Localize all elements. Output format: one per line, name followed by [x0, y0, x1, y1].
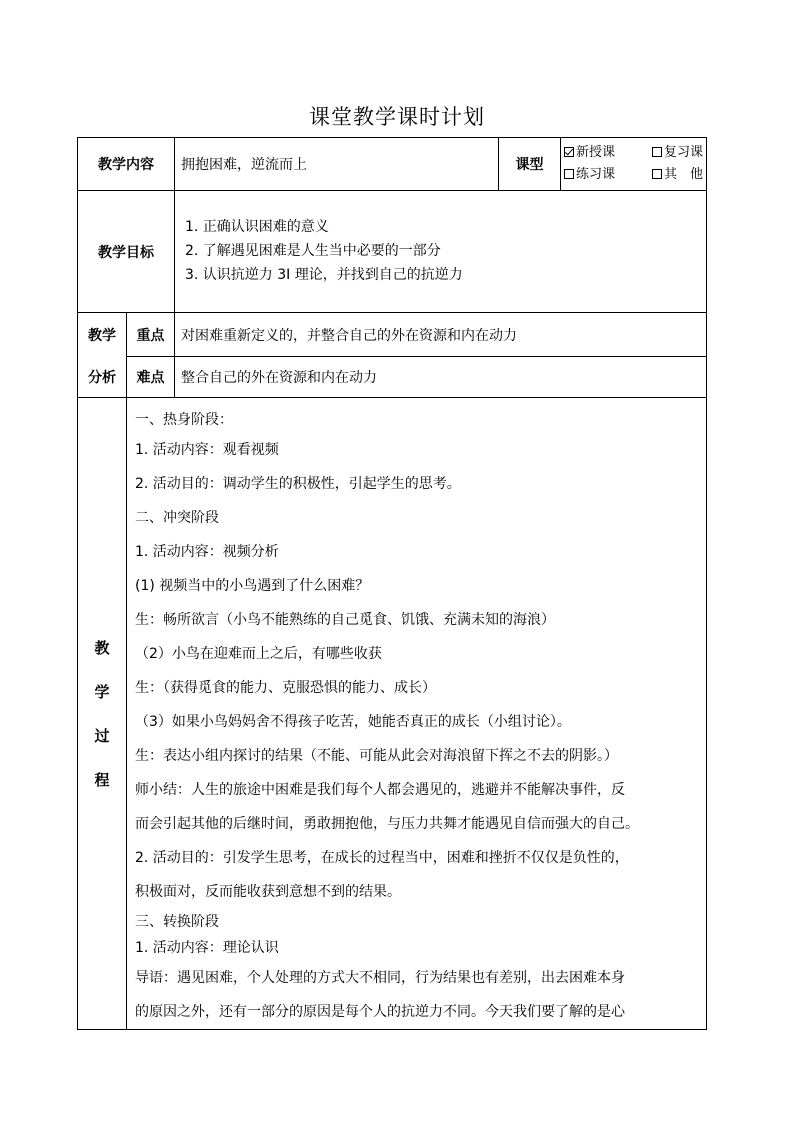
checkbox-icon[interactable] [564, 169, 574, 179]
process-line: 的原因之外，还有一部分的原因是每个人的抗逆力不同。今天我们要了解的是心 [135, 1004, 625, 1020]
analysis-difficulty-row [78, 357, 707, 398]
process-line: 而会引起其他的后继时间，勇敢拥抱他，与压力共舞才能遇见自信而强大的自己。 [135, 816, 639, 832]
process-row [78, 398, 707, 1030]
page-title: 课堂教学课时计划 [309, 105, 485, 129]
process-line: 生：表达小组内探讨的结果（不能、可能从此会对海浪留下挥之不去的阴影。） [135, 748, 618, 764]
analysis-label-bottom: 分析 [78, 357, 127, 398]
process-line: 2. 活动目的：调动学生的积极性，引起学生的思考。 [135, 476, 461, 492]
type-label: 课型 [499, 138, 561, 191]
content-row [78, 138, 707, 191]
analysis-label-top: 教学 [78, 313, 127, 357]
type-option-practice[interactable]: 练习课 [564, 164, 615, 186]
process-line: (1) 视频当中的小鸟遇到了什么困难？ [135, 578, 370, 594]
content-value: 拥抱困难，逆流而上 [175, 138, 499, 191]
type-option-other[interactable]: 其 他 [652, 164, 703, 186]
process-line: 三、转换阶段 [135, 914, 219, 930]
process-content [127, 398, 707, 1030]
process-line: 生：（获得觅食的能力、克服恐惧的能力、成长） [135, 680, 436, 696]
process-line: 2. 活动目的：引发学生思考，在成长的过程当中，困难和挫折不仅仅是负性的， [135, 850, 629, 866]
content-label: 教学内容 [78, 138, 175, 191]
process-line: 导语：遇见困难，个人处理的方式大不相同，行为结果也有差别，出去困难本身 [135, 970, 625, 986]
process-line: 二、冲突阶段 [135, 510, 219, 526]
lesson-plan-table [77, 137, 707, 1030]
process-line: （3）如果小鸟妈妈舍不得孩子吃苦，她能否真正的成长（小组讨论）。 [135, 714, 571, 730]
process-line: 1. 活动内容：理论认识 [135, 940, 279, 956]
goals-list [175, 191, 707, 313]
goals-label: 教学目标 [78, 191, 175, 313]
checkbox-icon[interactable] [652, 147, 662, 157]
goal-item: 2. 了解遇见困难是人生当中必要的一部分 [185, 243, 441, 259]
process-line: 师小结：人生的旅途中困难是我们每个人都会遇见的，逃避并不能解决事件，反 [135, 782, 625, 798]
checkbox-icon[interactable] [652, 169, 662, 179]
process-line: 一、热身阶段： [135, 412, 233, 428]
key-point-value: 对困难重新定义的，并整合自己的外在资源和内在动力 [175, 313, 707, 357]
key-point-label: 重点 [127, 313, 175, 357]
type-options [561, 138, 707, 191]
process-line: 1. 活动内容：观看视频 [135, 442, 279, 458]
process-line: 1. 活动内容：视频分析 [135, 544, 279, 560]
checkbox-checked-icon[interactable] [564, 147, 574, 157]
type-option-new[interactable]: 新授课 [564, 142, 615, 164]
goal-item: 3. 认识抗逆力 3I 理论，并找到自己的抗逆力 [185, 267, 463, 283]
difficulty-value: 整合自己的外在资源和内在动力 [175, 357, 707, 398]
type-option-review[interactable]: 复习课 [652, 142, 703, 164]
process-line: 生：畅所欲言（小鸟不能熟练的自己觅食、饥饿、充满未知的海浪） [135, 612, 555, 628]
process-line: 积极面对，反而能收获到意想不到的结果。 [135, 884, 401, 900]
goals-row [78, 191, 707, 313]
goal-item: 1. 正确认识困难的意义 [185, 219, 329, 235]
process-label: 教 学 过 程 [78, 398, 127, 1030]
process-line: （2）小鸟在迎难而上之后，有哪些收获 [135, 646, 382, 662]
difficulty-label: 难点 [127, 357, 175, 398]
analysis-key-row [78, 313, 707, 357]
